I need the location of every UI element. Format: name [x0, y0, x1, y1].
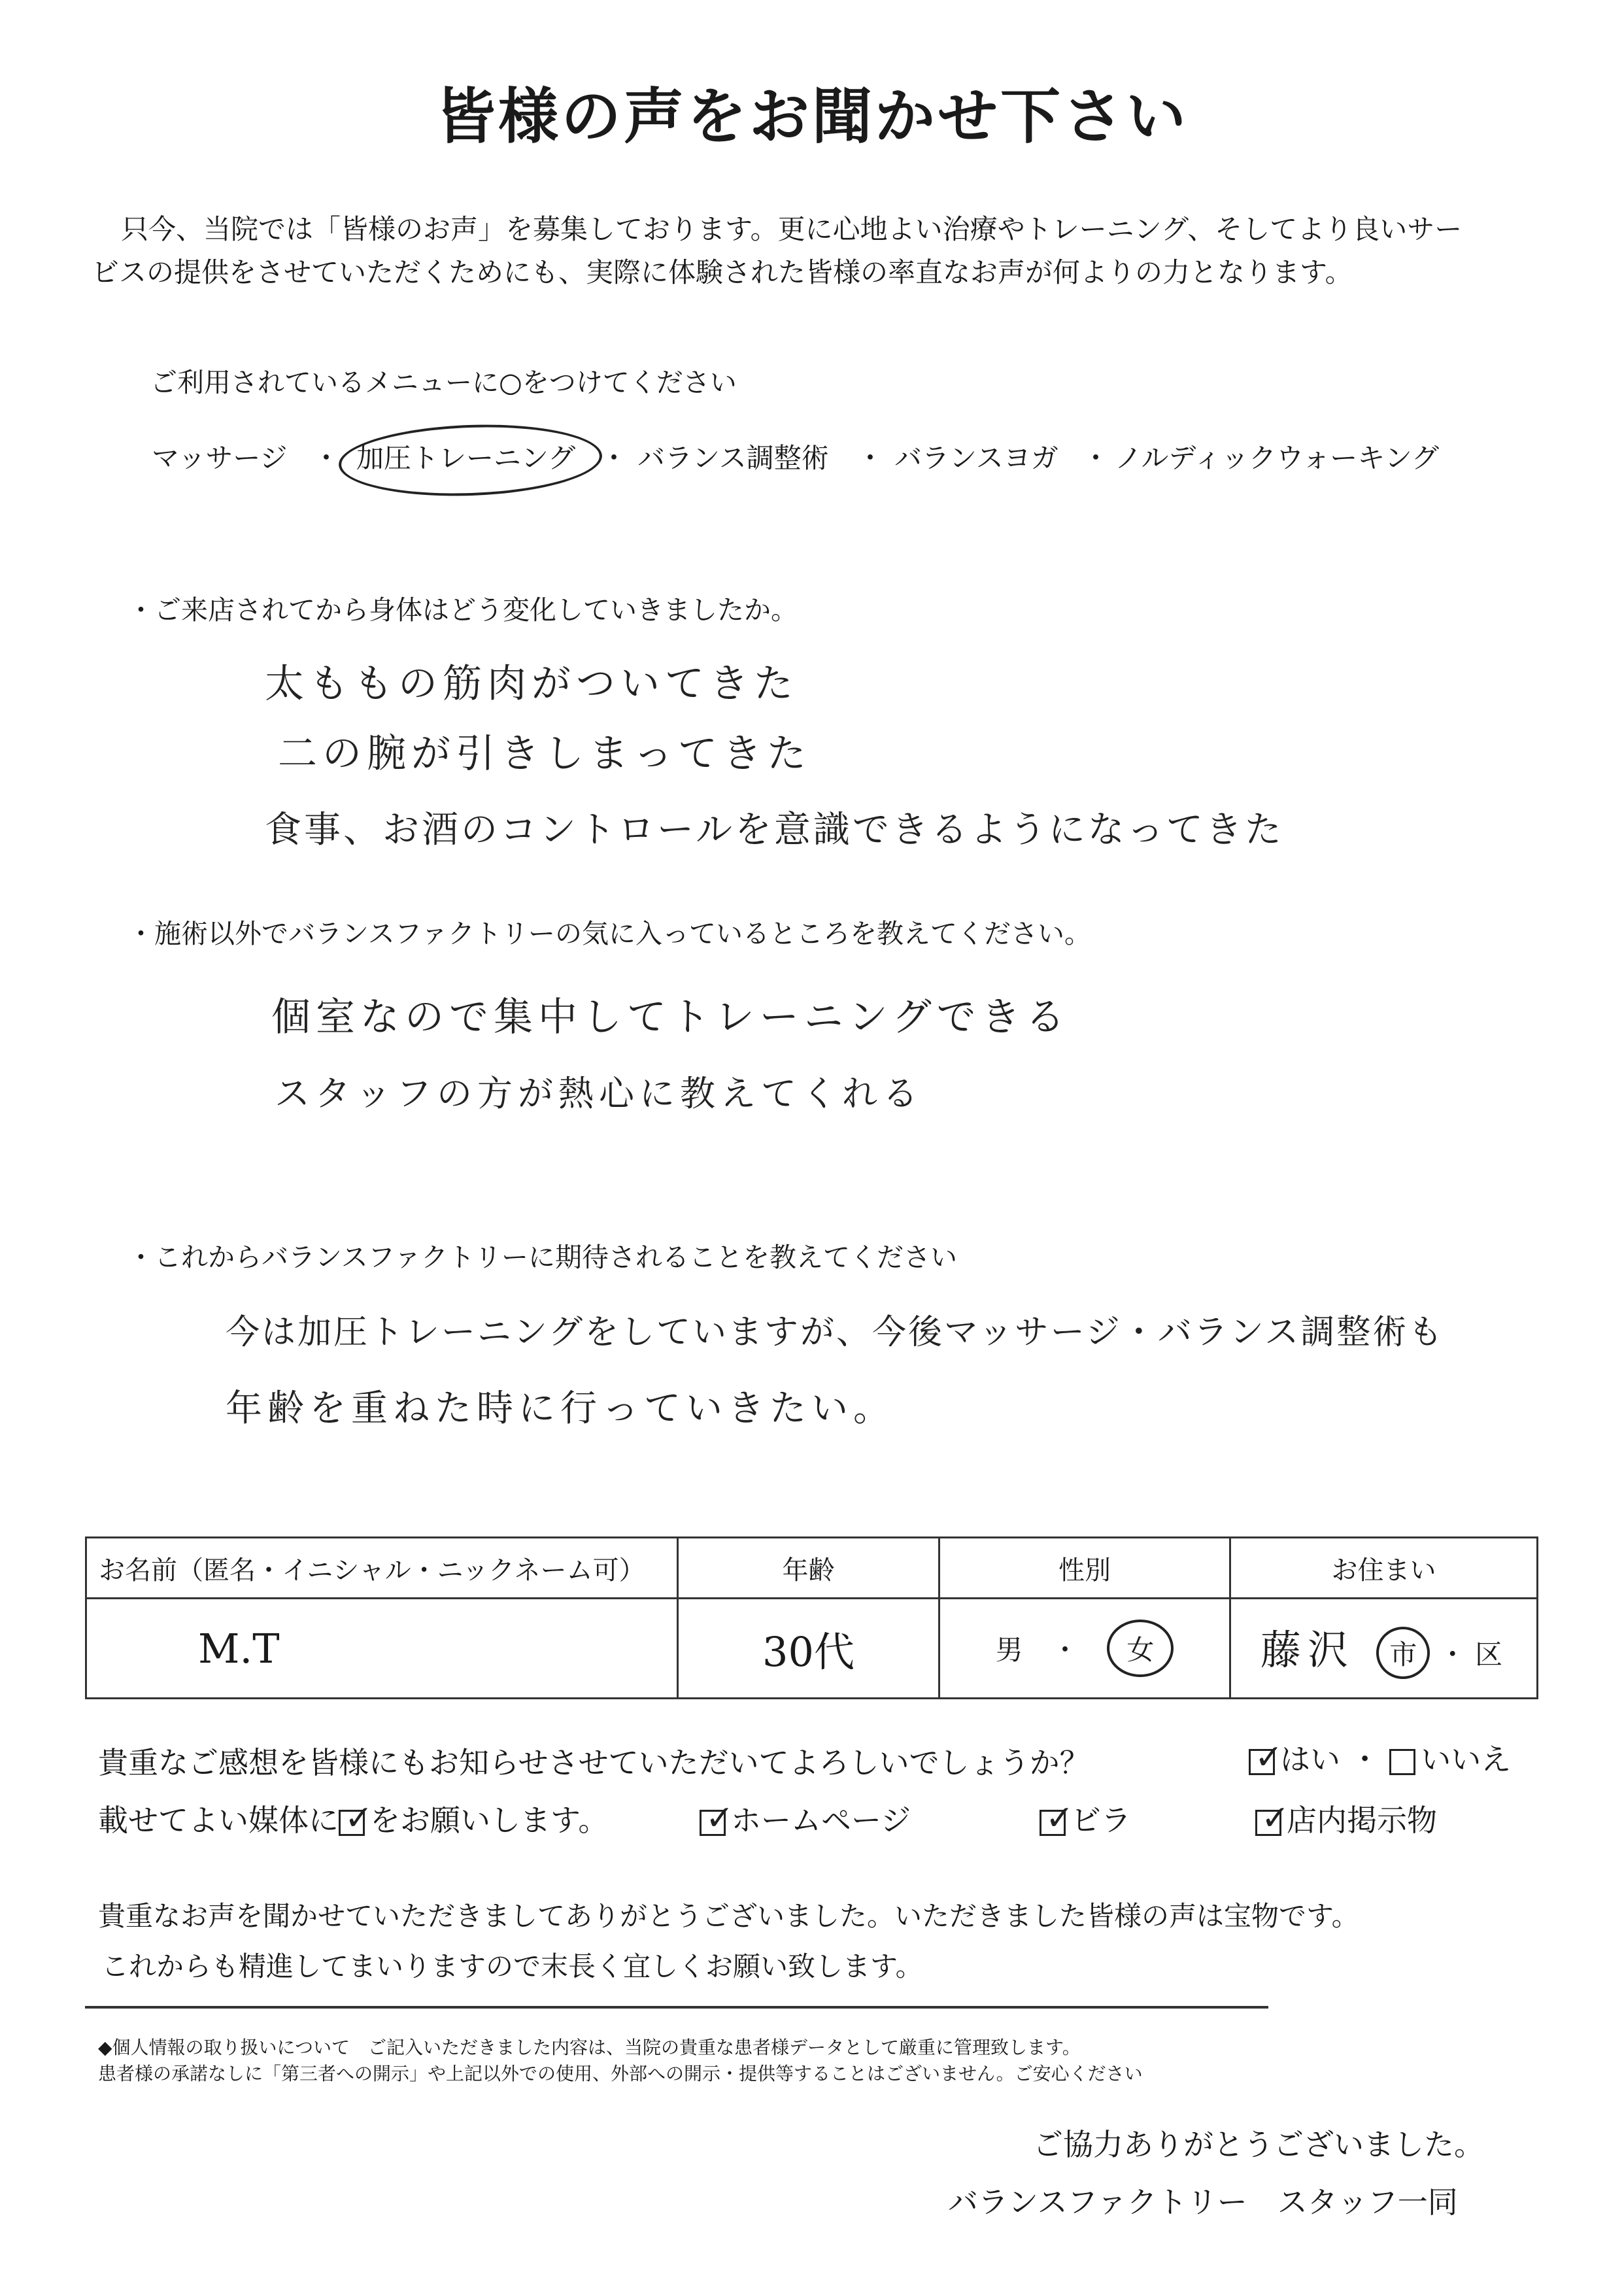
gender-separator: ・ [1051, 1634, 1079, 1666]
consent-yes-checkbox[interactable] [1249, 1737, 1283, 1777]
consent-no-checkbox[interactable] [1389, 1749, 1415, 1775]
residence-cell[interactable] [1230, 1599, 1538, 1699]
answer-line: 個室なので集中してトレーニングできる [271, 994, 1070, 1040]
closing-line-1: 貴重なお声を聞かせていただきましてありがとうございました。いただきました皆様の声は宝物です。 [98, 1900, 1359, 1932]
flyer-label: ビラ [1071, 1803, 1131, 1838]
media-prompt-pre: 載せてよい媒体に [98, 1803, 339, 1838]
privacy-line-1: ◆個人情報の取り扱いについて ご記入いただきました内容は、当院の貴重な患者様データとして厳重に管理致します。 [98, 2037, 1081, 2058]
instore-label: 店内掲示物 [1287, 1803, 1437, 1838]
menu-item-kaatsu-training[interactable]: 加圧トレーニング [356, 442, 576, 474]
menu-item-nordic-walking[interactable]: ノルディックウォーキング [1115, 442, 1440, 474]
gender-female-circled[interactable]: 女 [1107, 1620, 1174, 1677]
menu-prompt: ご利用されているメニューに○をつけてください [150, 367, 737, 398]
check-icon: ✓ [1255, 1737, 1283, 1777]
header-gender: 性別 [939, 1538, 1230, 1599]
homepage-label: ホームページ [731, 1803, 911, 1838]
header-age: 年齢 [678, 1538, 939, 1599]
gender-cell[interactable] [939, 1599, 1230, 1699]
media-option-instore-board[interactable] [1255, 1797, 1437, 1840]
addr-shi-circled[interactable]: 市 [1376, 1627, 1430, 1679]
answer-line: 太ももの筋肉がついてきた [265, 661, 798, 707]
consent-yes-label: はい [1280, 1742, 1340, 1777]
answer-line: 年齢を重ねた時に行っていきたい。 [226, 1387, 895, 1430]
question-body-change: ・ご来店されてから身体はどう変化していきましたか。 [127, 594, 798, 626]
selection-circle [337, 420, 603, 500]
check-icon: ✓ [705, 1798, 734, 1838]
consent-question: 貴重なご感想を皆様にもお知らせさせていただいてよろしいでしょうか？ [98, 1745, 1090, 1780]
consent-options [1249, 1736, 1511, 1779]
media-option-flyer[interactable] [1040, 1797, 1131, 1840]
media-option-homepage[interactable] [700, 1797, 911, 1840]
privacy-line-2: 患者様の承諾なしに「第三者への開示」や上記以外での使用、外部への開示・提供等することはございません。ご安心ください [98, 2063, 1143, 2084]
flyer-checkbox[interactable] [1040, 1798, 1074, 1838]
menu-separator: ・ [856, 442, 885, 474]
answer-line: 今は加圧トレーニングをしていますが、今後マッサージ・バランス調整術も [226, 1313, 1445, 1352]
answer-line: 二の腕が引きしまってきた [278, 731, 811, 777]
question-favorite-points: ・施術以外でバランスファクトリーの気に入っているところを教えてください。 [127, 918, 1091, 949]
menu-item-balance-adjustment[interactable]: バランス調整術 [637, 442, 829, 474]
city-value: 藤沢 [1260, 1626, 1355, 1674]
menu-item-balance-yoga[interactable]: バランスヨガ [894, 442, 1058, 474]
menu-separator: ・ [313, 442, 341, 474]
name-value: M.T [198, 1624, 280, 1672]
age-cell[interactable] [678, 1599, 939, 1699]
media-prompt-post: をお願いします。 [370, 1803, 609, 1838]
consent-separator: ・ [1349, 1742, 1380, 1777]
header-name: お名前（匿名・イニシャル・ニックネーム可） [86, 1538, 678, 1599]
divider [85, 2006, 1268, 2009]
answer-line: 食事、お酒のコントロールを意識できるようになってきた [265, 809, 1284, 851]
page-title: 皆様の声をお聞かせ下さい [435, 82, 1189, 152]
check-icon: ✓ [345, 1798, 373, 1838]
gender-male[interactable]: 男 [995, 1634, 1023, 1666]
respondent-info-table [85, 1536, 1538, 1699]
menu-item-massage[interactable]: マッサージ [152, 442, 288, 474]
staff-signature: バランスファクトリー スタッフ一同 [948, 2184, 1458, 2220]
header-residence: お住まい [1230, 1538, 1538, 1599]
media-prompt [98, 1797, 608, 1840]
menu-separator: ・ [600, 442, 628, 474]
homepage-checkbox[interactable] [700, 1798, 734, 1838]
closing-line-2: これからも精進してまいりますので末長く宜しくお願い致します。 [101, 1950, 923, 1982]
thanks-message: ご協力ありがとうございました。 [1033, 2127, 1484, 2162]
menu-separator: ・ [1082, 442, 1110, 474]
check-icon: ✓ [1261, 1798, 1290, 1838]
check-icon: ✓ [1045, 1798, 1074, 1838]
checkbox-sample-icon [339, 1798, 373, 1838]
name-cell[interactable] [86, 1599, 678, 1699]
addr-ku[interactable]: 区 [1475, 1638, 1503, 1671]
question-expectations: ・これからバランスファクトリーに期待されることを教えてください [127, 1242, 957, 1273]
intro-line-2: ビスの提供をさせていただくためにも、実際に体験された皆様の率直なお声が何よりの力となります。 [92, 256, 1353, 288]
answer-line: スタッフの方が熱心に教えてくれる [275, 1073, 923, 1114]
intro-line-1: 只今、当院では「皆様のお声」を募集しております。更に心地よい治療やトレーニング、そしてより良いサー [121, 213, 1463, 245]
instore-checkbox[interactable] [1255, 1798, 1290, 1838]
consent-no-label: いいえ [1421, 1742, 1512, 1777]
addr-separator: ・ [1438, 1638, 1466, 1671]
age-value: 30代 [762, 1627, 854, 1676]
